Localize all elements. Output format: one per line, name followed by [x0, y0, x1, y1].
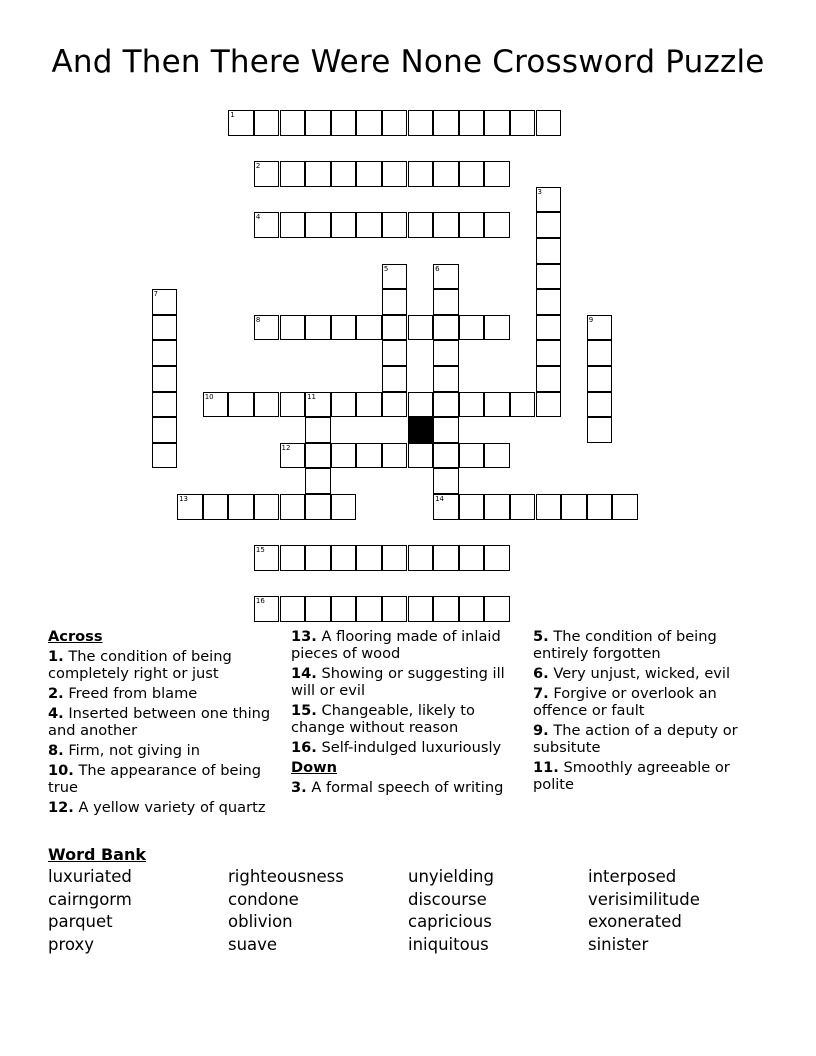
- clue-down-7: 7. Forgive or overlook an offence or fault: [533, 685, 717, 719]
- grid-cell[interactable]: [305, 392, 331, 418]
- word-bank-word: verisimilitude: [588, 889, 700, 909]
- clue-across-1: 1. The condition of being completely right or just: [48, 648, 232, 682]
- grid-cell[interactable]: [433, 494, 459, 520]
- clue-across-10: 10. The appearance of being true: [48, 762, 262, 796]
- grid-cell[interactable]: [152, 392, 178, 418]
- grid-cell[interactable]: [536, 264, 562, 290]
- grid-cell[interactable]: [280, 392, 306, 418]
- word-bank-word: suave: [228, 934, 278, 954]
- grid-cell[interactable]: [305, 417, 331, 443]
- across-heading: Across: [48, 628, 103, 645]
- grid-cell[interactable]: [331, 392, 357, 418]
- grid-cell[interactable]: [459, 212, 485, 238]
- grid-cell[interactable]: [382, 212, 408, 238]
- grid-cell[interactable]: [536, 366, 562, 392]
- grid-cell[interactable]: [510, 110, 536, 136]
- grid-cell[interactable]: [536, 392, 562, 418]
- grid-cell[interactable]: [356, 392, 382, 418]
- grid-cell[interactable]: [228, 110, 254, 136]
- grid-cell[interactable]: [280, 596, 306, 622]
- grid-cell[interactable]: [280, 443, 306, 469]
- grid-cell[interactable]: [305, 212, 331, 238]
- grid-cell[interactable]: [382, 545, 408, 571]
- grid-cell[interactable]: [510, 392, 536, 418]
- grid-cell[interactable]: [152, 417, 178, 443]
- clue-down-3: 3. A formal speech of writing: [291, 779, 504, 796]
- grid-cell[interactable]: [280, 110, 306, 136]
- grid-cell[interactable]: [536, 315, 562, 341]
- grid-cell[interactable]: [484, 212, 510, 238]
- grid-cell[interactable]: [331, 494, 357, 520]
- clue-number: 9: [588, 315, 594, 324]
- word-bank-word: unyielding: [408, 867, 494, 886]
- grid-cell[interactable]: [356, 315, 382, 341]
- grid-cell[interactable]: [433, 468, 459, 494]
- grid-cell[interactable]: [459, 596, 485, 622]
- grid-cell[interactable]: [459, 545, 485, 571]
- grid-cell[interactable]: [203, 392, 229, 418]
- clue-number: 16: [255, 597, 265, 606]
- grid-cell[interactable]: [305, 110, 331, 136]
- grid-cell[interactable]: [331, 315, 357, 341]
- grid-cell[interactable]: [536, 212, 562, 238]
- grid-cell[interactable]: [536, 289, 562, 315]
- clue-across-15: 15. Changeable, likely to change without reason: [291, 702, 475, 736]
- grid-cell[interactable]: [536, 238, 562, 264]
- grid-cell[interactable]: [331, 545, 357, 571]
- grid-cell[interactable]: [408, 443, 434, 469]
- grid-cell[interactable]: [587, 366, 613, 392]
- grid-cell[interactable]: [305, 315, 331, 341]
- word-bank-word: cairngorm: [48, 889, 132, 909]
- grid-cell[interactable]: [459, 392, 485, 418]
- grid-cell[interactable]: [305, 596, 331, 622]
- grid-cell[interactable]: [587, 340, 613, 366]
- clue-down-5: 5. The condition of being entirely forgotten: [533, 628, 717, 662]
- grid-cell[interactable]: [433, 289, 459, 315]
- grid-cell[interactable]: [484, 494, 510, 520]
- clue-number: 4: [255, 213, 261, 222]
- grid-cell[interactable]: [382, 315, 408, 341]
- grid-cell[interactable]: [356, 443, 382, 469]
- grid-cell[interactable]: [331, 596, 357, 622]
- clue-number: 6: [435, 264, 440, 273]
- grid-cell[interactable]: [433, 366, 459, 392]
- grid-cell[interactable]: [587, 392, 613, 418]
- grid-cell[interactable]: [254, 392, 280, 418]
- grid-cell[interactable]: [484, 315, 510, 341]
- word-bank-word: iniquitous: [408, 934, 489, 954]
- grid-cell[interactable]: [280, 315, 306, 341]
- grid-cell[interactable]: [152, 340, 178, 366]
- clue-number: 3: [537, 187, 542, 196]
- grid-cell[interactable]: [587, 494, 613, 520]
- grid-cell[interactable]: [305, 494, 331, 520]
- clues-column-3: [533, 628, 771, 796]
- grid-cell[interactable]: [382, 366, 408, 392]
- grid-cell[interactable]: [561, 494, 587, 520]
- clue-number: 14: [435, 495, 445, 503]
- down-heading: Down: [291, 759, 338, 776]
- grid-cell[interactable]: [433, 417, 459, 443]
- grid-cell[interactable]: [433, 161, 459, 187]
- word-bank-word: righteousness: [228, 867, 344, 886]
- clue-down-9: 9. The action of a deputy or subsitute: [533, 722, 738, 756]
- grid-cell[interactable]: [484, 596, 510, 622]
- grid-cell[interactable]: [356, 596, 382, 622]
- grid-cell[interactable]: [254, 494, 280, 520]
- clue-across-2: 2. Freed from blame: [48, 685, 198, 702]
- grid-cell[interactable]: [382, 264, 408, 290]
- word-bank-word: interposed: [588, 867, 677, 886]
- clue-number: 11: [307, 392, 317, 401]
- grid-cell[interactable]: [433, 596, 459, 622]
- grid-cell[interactable]: [536, 110, 562, 136]
- grid-cell[interactable]: [280, 494, 306, 520]
- grid-cell[interactable]: [484, 443, 510, 469]
- grid-cell[interactable]: [459, 494, 485, 520]
- word-bank: [48, 845, 768, 956]
- clue-number: 1: [230, 111, 235, 119]
- grid-cell[interactable]: [152, 443, 178, 469]
- grid-cell[interactable]: [587, 315, 613, 341]
- grid-cell[interactable]: [356, 212, 382, 238]
- grid-cell[interactable]: [408, 596, 434, 622]
- grid-cell[interactable]: [459, 315, 485, 341]
- clue-across-16: 16. Self-indulged luxuriously: [291, 739, 502, 756]
- grid-cell[interactable]: [382, 110, 408, 136]
- word-bank-word: exonerated: [588, 912, 682, 932]
- clue-number: 15: [255, 546, 265, 555]
- grid-cell[interactable]: [280, 545, 306, 571]
- clue-number: 5: [383, 264, 389, 273]
- grid-cell[interactable]: [536, 340, 562, 366]
- grid-cell[interactable]: [331, 110, 357, 136]
- word-bank-word: condone: [228, 889, 299, 909]
- grid-cell[interactable]: [408, 110, 434, 136]
- grid-cell[interactable]: [433, 212, 459, 238]
- grid-cell[interactable]: [356, 110, 382, 136]
- word-bank-word: parquet: [48, 912, 113, 932]
- grid-cell[interactable]: [536, 494, 562, 520]
- grid-cell[interactable]: [433, 264, 459, 290]
- word-bank-word: proxy: [48, 934, 95, 954]
- grid-cell[interactable]: [587, 417, 613, 443]
- grid-cell[interactable]: [305, 443, 331, 469]
- clues-column-1: [48, 628, 276, 819]
- word-bank-list: [48, 866, 768, 956]
- grid-cell[interactable]: [484, 110, 510, 136]
- grid-cell[interactable]: [536, 187, 562, 213]
- grid-cell[interactable]: [356, 545, 382, 571]
- grid-cell[interactable]: [433, 315, 459, 341]
- clue-number: 13: [179, 495, 189, 503]
- grid-cell[interactable]: [382, 596, 408, 622]
- grid-cell[interactable]: [254, 315, 280, 341]
- grid-cell[interactable]: [331, 443, 357, 469]
- grid-cell[interactable]: [280, 212, 306, 238]
- grid-cell[interactable]: [254, 212, 280, 238]
- grid-cell[interactable]: [612, 494, 638, 520]
- grid-cell[interactable]: [408, 545, 434, 571]
- clue-across-13: 13. A flooring made of inlaid pieces of wood: [291, 628, 501, 662]
- grid-cell[interactable]: [382, 392, 408, 418]
- grid-cell[interactable]: [254, 161, 280, 187]
- word-bank-heading: Word Bank: [48, 845, 147, 864]
- grid-cell[interactable]: [433, 443, 459, 469]
- grid-cell[interactable]: [433, 545, 459, 571]
- grid-cell[interactable]: [382, 161, 408, 187]
- clue-number: 10: [204, 392, 214, 401]
- clue-across-8: 8. Firm, not giving in: [48, 742, 200, 759]
- grid-cell[interactable]: [228, 392, 254, 418]
- clues-column-2: [291, 628, 521, 799]
- grid-cell[interactable]: [408, 392, 434, 418]
- page-title: And Then There Were None Crossword Puzzle: [51, 44, 765, 80]
- grid-cell[interactable]: [152, 315, 178, 341]
- grid-cell[interactable]: [408, 161, 434, 187]
- clue-across-4: 4. Inserted between one thing and another: [48, 705, 271, 739]
- grid-cell[interactable]: [331, 161, 357, 187]
- grid-cell[interactable]: [228, 494, 254, 520]
- clue-down-11: 11. Smoothly agreeable or polite: [533, 759, 730, 793]
- grid-cell[interactable]: [484, 545, 510, 571]
- clue-across-14: 14. Showing or suggesting ill will or evil: [291, 665, 505, 699]
- grid-cell[interactable]: [459, 161, 485, 187]
- grid-cell[interactable]: [484, 161, 510, 187]
- clue-number: 2: [255, 162, 261, 171]
- grid-cell[interactable]: [305, 468, 331, 494]
- grid-cell[interactable]: [305, 545, 331, 571]
- word-bank-word: oblivion: [228, 912, 293, 932]
- clue-number: 7: [153, 290, 158, 299]
- grid-cell[interactable]: [433, 110, 459, 136]
- grid-cell[interactable]: [177, 494, 203, 520]
- grid-cell[interactable]: [433, 340, 459, 366]
- grid-cell[interactable]: [331, 212, 357, 238]
- clue-number: 8: [255, 315, 261, 324]
- black-cell: [408, 417, 434, 443]
- grid-cell[interactable]: [152, 289, 178, 315]
- word-bank-word: capricious: [408, 912, 492, 932]
- grid-cell[interactable]: [356, 161, 382, 187]
- grid-cell[interactable]: [459, 443, 485, 469]
- grid-cell[interactable]: [382, 289, 408, 315]
- grid-cell[interactable]: [484, 392, 510, 418]
- clue-number: 12: [281, 443, 291, 452]
- grid-cell[interactable]: [254, 596, 280, 622]
- grid-cell[interactable]: [433, 392, 459, 418]
- grid-cell[interactable]: [152, 366, 178, 392]
- grid-cell[interactable]: [254, 110, 280, 136]
- word-bank-word: luxuriated: [48, 867, 132, 886]
- grid-cell[interactable]: [280, 161, 306, 187]
- clue-down-6: 6. Very unjust, wicked, evil: [533, 665, 731, 682]
- grid-cell[interactable]: [254, 545, 280, 571]
- grid-cell[interactable]: [408, 212, 434, 238]
- grid-cell[interactable]: [382, 340, 408, 366]
- grid-cell[interactable]: [408, 315, 434, 341]
- grid-cell[interactable]: [510, 494, 536, 520]
- grid-cell[interactable]: [203, 494, 229, 520]
- word-bank-word: sinister: [588, 934, 649, 954]
- grid-cell[interactable]: [459, 110, 485, 136]
- grid-cell[interactable]: [305, 161, 331, 187]
- clue-across-12: 12. A yellow variety of quartz: [48, 799, 266, 816]
- grid-cell[interactable]: [382, 443, 408, 469]
- word-bank-word: discourse: [408, 889, 487, 909]
